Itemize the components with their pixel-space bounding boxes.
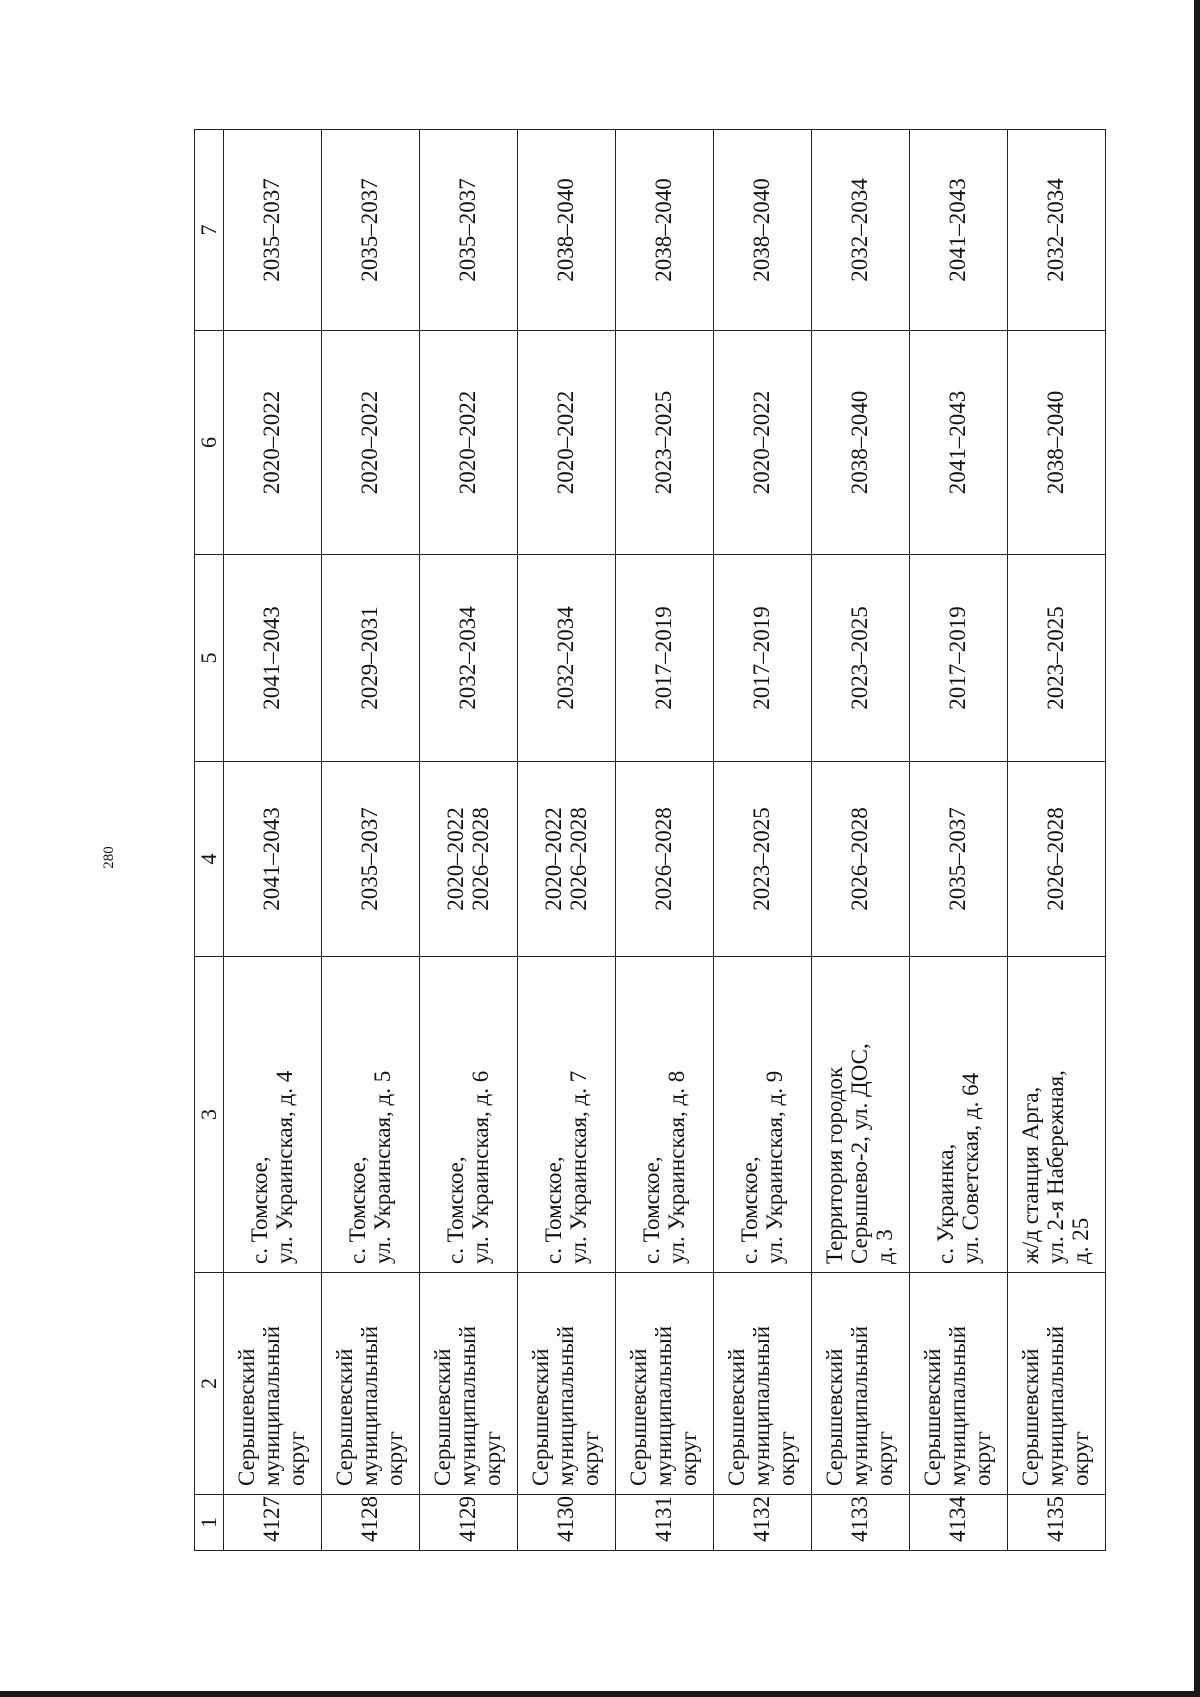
cell-col4: [714, 762, 812, 957]
cell-district: [714, 1273, 812, 1495]
cell-id: 4128: [322, 1495, 420, 1551]
cell-col5: 2029–2031: [322, 555, 420, 762]
district-line: Серышевский: [626, 1348, 652, 1486]
district-line: муниципальный: [357, 1325, 383, 1486]
cell-col4: [1008, 762, 1106, 957]
cell-col7: 2035–2037: [322, 130, 420, 331]
period-line: 2026–2028: [651, 807, 677, 911]
cell-address: [714, 957, 812, 1273]
table-row: [322, 130, 420, 1551]
district-line: муниципальный: [945, 1325, 971, 1486]
address-line: д. 25: [1067, 1217, 1093, 1264]
table-header-row: [195, 130, 224, 1551]
cell-district: [1008, 1273, 1106, 1495]
address-line: с. Томское,: [540, 1156, 566, 1264]
address-line: с. Украинка,: [932, 1143, 958, 1264]
header-col-3: 3: [195, 957, 224, 1273]
table-container: [194, 130, 1106, 1551]
address-line: ж/д станция Арга,: [1018, 1086, 1044, 1264]
cell-col5: 2023–2025: [812, 555, 910, 762]
page-number-text: 280: [100, 845, 117, 869]
cell-address: [812, 957, 910, 1273]
district-line: округ: [283, 1431, 309, 1486]
district-line: округ: [773, 1431, 799, 1486]
address-line: ул. Украинская, д. 7: [565, 1070, 591, 1264]
period-line: 2020–2022: [442, 807, 468, 911]
district-line: Серышевский: [234, 1348, 260, 1486]
district-line: Серышевский: [332, 1348, 358, 1486]
district-line: муниципальный: [1043, 1325, 1069, 1486]
cell-col4: [518, 762, 616, 957]
cell-address: [322, 957, 420, 1273]
cell-address: [518, 957, 616, 1273]
header-col-1: 1: [195, 1495, 224, 1551]
cell-district: [224, 1273, 322, 1495]
period-line: 2041–2043: [259, 807, 285, 911]
cell-district: [322, 1273, 420, 1495]
header-col-7: 7: [195, 130, 224, 331]
cell-col7: 2032–2034: [1008, 130, 1106, 331]
district-line: округ: [969, 1431, 995, 1486]
cell-col4: [322, 762, 420, 957]
cell-col7: 2035–2037: [420, 130, 518, 331]
header-col-6: 6: [195, 331, 224, 555]
district-line: округ: [381, 1431, 407, 1486]
district-line: Серышевский: [724, 1348, 750, 1486]
cell-col6: 2020–2022: [322, 331, 420, 555]
cell-col4: [616, 762, 714, 957]
district-line: округ: [871, 1431, 897, 1486]
cell-id: 4131: [616, 1495, 714, 1551]
district-line: Серышевский: [430, 1348, 456, 1486]
address-line: ул. 2-я Набережная,: [1043, 1070, 1069, 1264]
register-table: [194, 129, 1106, 1551]
address-line: ул. Советская, д. 64: [957, 1072, 983, 1264]
header-col-2: 2: [195, 1273, 224, 1495]
table-row: [616, 130, 714, 1551]
table-body: [195, 130, 1106, 1551]
address-line: с. Томское,: [344, 1156, 370, 1264]
cell-address: [910, 957, 1008, 1273]
cell-id: 4129: [420, 1495, 518, 1551]
cell-id: 4127: [224, 1495, 322, 1551]
district-line: Серышевский: [822, 1348, 848, 1486]
period-line: 2035–2037: [357, 807, 383, 911]
address-line: ул. Украинская, д. 5: [369, 1070, 395, 1264]
cell-district: [616, 1273, 714, 1495]
cell-id: 4132: [714, 1495, 812, 1551]
cell-col5: 2017–2019: [616, 555, 714, 762]
cell-col7: 2032–2034: [812, 130, 910, 331]
district-line: Серышевский: [528, 1348, 554, 1486]
page-number: [94, 842, 124, 872]
cell-id: 4135: [1008, 1495, 1106, 1551]
cell-address: [1008, 957, 1106, 1273]
table-row: [910, 130, 1008, 1551]
cell-col6: 2038–2040: [812, 331, 910, 555]
address-line: с. Томское,: [638, 1156, 664, 1264]
table-row: [420, 130, 518, 1551]
district-line: муниципальный: [455, 1325, 481, 1486]
cell-col4: [224, 762, 322, 957]
cell-id: 4134: [910, 1495, 1008, 1551]
district-line: муниципальный: [847, 1325, 873, 1486]
district-line: муниципальный: [553, 1325, 579, 1486]
cell-id: 4133: [812, 1495, 910, 1551]
address-line: Серышево-2, ул. ДОС,: [847, 1043, 873, 1264]
cell-col5: 2023–2025: [1008, 555, 1106, 762]
cell-col5: 2041–2043: [224, 555, 322, 762]
cell-col7: 2038–2040: [518, 130, 616, 331]
address-line: ул. Украинская, д. 8: [663, 1070, 689, 1264]
cell-col7: 2041–2043: [910, 130, 1008, 331]
cell-col6: 2020–2022: [518, 331, 616, 555]
district-line: муниципальный: [749, 1325, 775, 1486]
table-row: [518, 130, 616, 1551]
header-col-5: 5: [195, 555, 224, 762]
cell-col6: 2038–2040: [1008, 331, 1106, 555]
period-line: 2035–2037: [945, 807, 971, 911]
address-line: д. 3: [871, 1229, 897, 1264]
district-line: округ: [577, 1431, 603, 1486]
cell-address: [420, 957, 518, 1273]
cell-district: [812, 1273, 910, 1495]
table-row: [714, 130, 812, 1551]
cell-address: [224, 957, 322, 1273]
cell-id: 4130: [518, 1495, 616, 1551]
cell-col7: 2038–2040: [714, 130, 812, 331]
cell-col4: [910, 762, 1008, 957]
district-line: Серышевский: [920, 1348, 946, 1486]
cell-district: [518, 1273, 616, 1495]
cell-col6: 2020–2022: [420, 331, 518, 555]
address-line: ул. Украинская, д. 4: [271, 1070, 297, 1264]
cell-col4: [420, 762, 518, 957]
cell-col5: 2032–2034: [518, 555, 616, 762]
scan-edge-right: [1194, 0, 1200, 1697]
cell-col6: 2020–2022: [714, 331, 812, 555]
address-line: ул. Украинская, д. 9: [761, 1070, 787, 1264]
district-line: муниципальный: [651, 1325, 677, 1486]
cell-col4: [812, 762, 910, 957]
cell-col7: 2035–2037: [224, 130, 322, 331]
cell-address: [616, 957, 714, 1273]
period-line: 2026–2028: [1043, 807, 1069, 911]
cell-col6: 2041–2043: [910, 331, 1008, 555]
cell-col5: 2017–2019: [910, 555, 1008, 762]
cell-col6: 2020–2022: [224, 331, 322, 555]
table-row: [1008, 130, 1106, 1551]
cell-col5: 2032–2034: [420, 555, 518, 762]
cell-district: [420, 1273, 518, 1495]
header-col-4: 4: [195, 762, 224, 957]
district-line: округ: [1067, 1431, 1093, 1486]
period-line: 2026–2028: [847, 807, 873, 911]
cell-col6: 2023–2025: [616, 331, 714, 555]
district-line: муниципальный: [259, 1325, 285, 1486]
rotated-table-frame: [194, 130, 1106, 1551]
address-line: Территория городок: [822, 1066, 848, 1264]
period-line: 2023–2025: [749, 807, 775, 911]
district-line: округ: [675, 1431, 701, 1486]
district-line: округ: [479, 1431, 505, 1486]
address-line: с. Томское,: [736, 1156, 762, 1264]
cell-district: [910, 1273, 1008, 1495]
period-line: 2026–2028: [467, 807, 493, 911]
table-row: [812, 130, 910, 1551]
period-line: 2020–2022: [540, 807, 566, 911]
cell-col7: 2038–2040: [616, 130, 714, 331]
scan-edge-bottom: [0, 1691, 1200, 1697]
address-line: с. Томское,: [246, 1156, 272, 1264]
cell-col5: 2017–2019: [714, 555, 812, 762]
address-line: ул. Украинская, д. 6: [467, 1070, 493, 1264]
district-line: Серышевский: [1018, 1348, 1044, 1486]
period-line: 2026–2028: [565, 807, 591, 911]
address-line: с. Томское,: [442, 1156, 468, 1264]
table-row: [224, 130, 322, 1551]
